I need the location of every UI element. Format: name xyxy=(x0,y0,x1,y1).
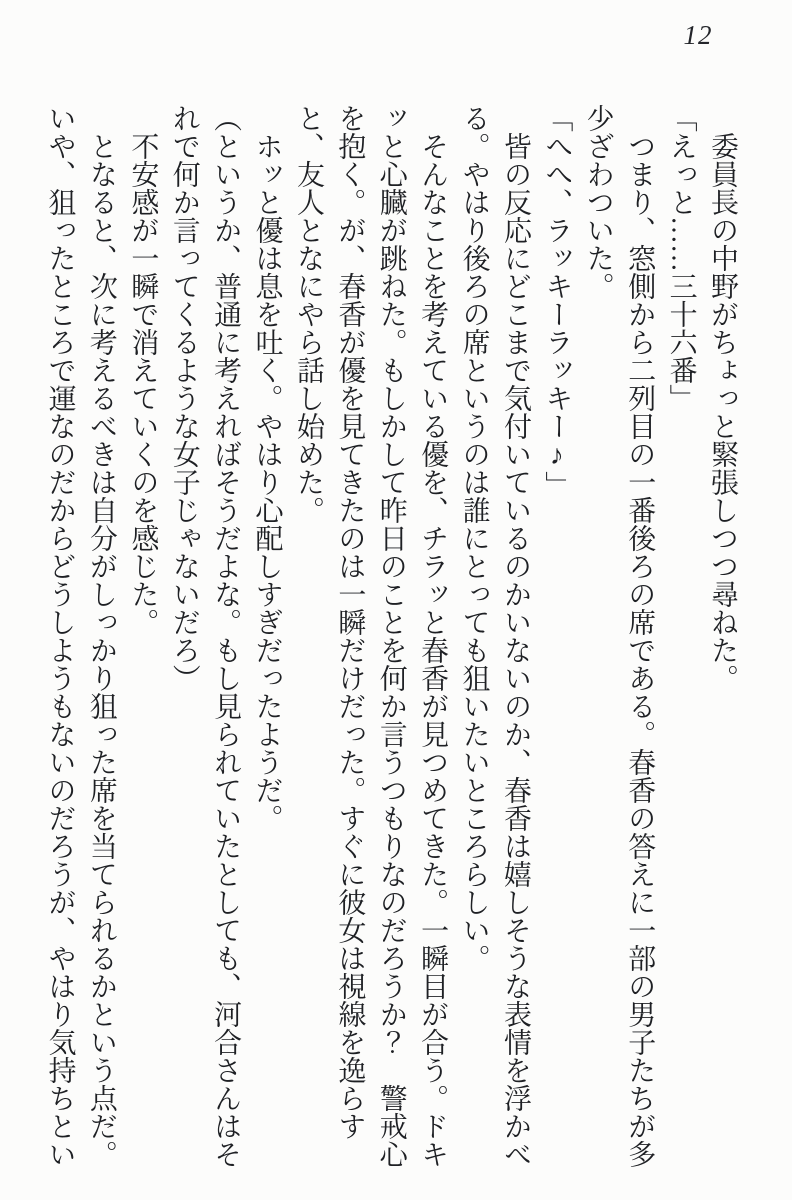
paragraph: （というか、普通に考えればそうだよな。もし見られていたとしても、河合さんはそれで何か言ってくるような女子じゃないだろ） xyxy=(168,104,242,1168)
paragraph: いや、狙ったところで運なのだからどうしようもないのだろうが、やはり気持ちとい xyxy=(44,104,76,1168)
vertical-text-block xyxy=(39,104,743,1172)
paragraph: 委員長の中野がちょっと緊張しつつ尋ねた。 xyxy=(707,104,738,692)
paragraph: 「えっと……三十六番」 xyxy=(665,104,697,412)
page-number: 12 xyxy=(683,20,713,50)
paragraph: つまり、窓側から二列目の一番後ろの席である。春香の答えに一部の男子たちが多少ざわついた。 xyxy=(582,104,656,1168)
paragraph: 「へへ、ラッキーラッキー♪」 xyxy=(541,104,573,499)
paragraph: 皆の反応にどこまで気付いているのかいないのか、春香は嬉しそうな表情を浮かべる。やはり後ろの席というのは誰にとっても狙いたいところらしい。 xyxy=(458,104,531,1168)
paragraph: 不安感が一瞬で消えていくのを感じた。 xyxy=(127,104,159,636)
paragraph: そんなことを考えている優を、チラッと春香が見つめてきた。一瞬目が合う。ドキッと心臓が跳ねた。もしかして昨日のことを何か言うつもりなのだろうか？ 警戒心を抱く。が、春香が優を見てきたのは一瞬だけだった。すぐに彼女は視線を逸らすと、友人となにやら話し始めた。 xyxy=(292,104,449,1168)
paragraph: ホッと優は息を吐く。やはり心配しすぎだったようだ。 xyxy=(251,104,283,832)
paragraph: となると、次に考えるべきは自分がしっかり狙った席を当てられるかという点だ。 xyxy=(85,104,117,1168)
